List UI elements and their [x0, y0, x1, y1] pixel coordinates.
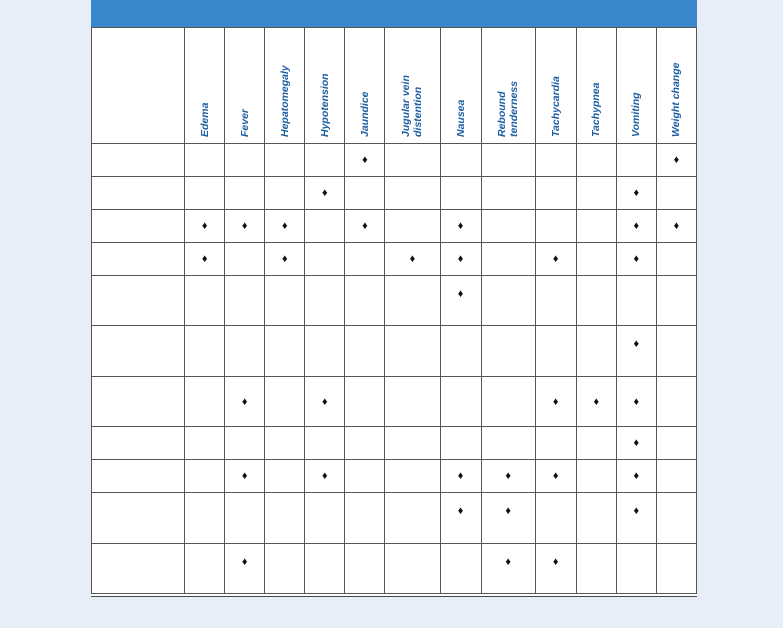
table-row — [92, 144, 697, 177]
column-header — [440, 28, 481, 144]
table-cell — [305, 210, 345, 243]
table-cell — [185, 276, 225, 326]
column-header — [265, 28, 305, 144]
table-cell — [225, 144, 265, 177]
table-cell — [225, 210, 265, 243]
diamond-marker-icon: ♦ — [362, 220, 368, 232]
table-cell — [345, 243, 385, 276]
table-cell — [576, 460, 616, 493]
row-label-cell — [92, 377, 185, 427]
diamond-marker-icon: ♦ — [633, 437, 640, 449]
diamond-marker-icon: ♦ — [633, 395, 640, 408]
diamond-marker-icon: ♦ — [457, 470, 464, 482]
symptom-table — [91, 27, 697, 594]
table-cell — [265, 377, 305, 427]
column-header — [185, 28, 225, 144]
table-cell — [185, 427, 225, 460]
diamond-marker-icon: ♦ — [505, 556, 511, 568]
table-cell — [535, 276, 576, 326]
table-cell — [440, 276, 481, 326]
table-cell — [345, 493, 385, 544]
table-cell — [535, 493, 576, 544]
table-row — [92, 493, 697, 544]
column-header — [345, 28, 385, 144]
table-cell — [535, 177, 576, 210]
diamond-marker-icon: ♦ — [457, 253, 464, 265]
table-cell — [656, 326, 696, 377]
table-cell — [265, 144, 305, 177]
table-cell — [481, 544, 535, 594]
column-header — [616, 28, 656, 144]
table-cell — [576, 276, 616, 326]
table-cell — [616, 276, 656, 326]
column-header-label: Weight change — [670, 62, 683, 137]
corner-cell — [92, 28, 185, 144]
table-cell — [656, 177, 696, 210]
table-cell — [305, 276, 345, 326]
table-cell — [185, 210, 225, 243]
row-label-cell — [92, 210, 185, 243]
table-cell — [385, 144, 440, 177]
table-cell — [345, 377, 385, 427]
table-cell — [656, 377, 696, 427]
column-header — [576, 28, 616, 144]
column-header-label: Hypotension — [318, 73, 331, 137]
table-cell — [265, 427, 305, 460]
diamond-marker-icon: ♦ — [322, 395, 328, 408]
table-cell — [185, 144, 225, 177]
table-cell — [385, 377, 440, 427]
table-cell — [535, 377, 576, 427]
column-header-label: Tachypnea — [590, 82, 603, 137]
table-cell — [440, 427, 481, 460]
table-cell — [385, 427, 440, 460]
diamond-marker-icon: ♦ — [552, 470, 559, 482]
table-cell — [616, 377, 656, 427]
table-cell — [481, 377, 535, 427]
column-header-label: Fever — [238, 108, 251, 137]
column-header-label: Hepatomegaly — [278, 65, 291, 137]
table-cell — [576, 493, 616, 544]
diamond-marker-icon: ♦ — [281, 220, 288, 232]
table-cell — [385, 326, 440, 377]
table-cell — [656, 144, 696, 177]
table-cell — [385, 544, 440, 594]
table-panel — [91, 0, 697, 597]
row-label-cell — [92, 144, 185, 177]
table-cell — [345, 276, 385, 326]
column-header-label: Rebound tenderness — [496, 80, 521, 137]
diamond-marker-icon: ♦ — [505, 505, 511, 517]
table-cell — [345, 427, 385, 460]
table-cell — [656, 427, 696, 460]
table-cell — [616, 243, 656, 276]
table-cell — [265, 493, 305, 544]
table-cell — [535, 544, 576, 594]
column-header-label: Jugular vein distention — [400, 75, 425, 137]
diamond-marker-icon: ♦ — [241, 470, 248, 482]
diamond-marker-icon: ♦ — [281, 253, 288, 265]
table-cell — [345, 460, 385, 493]
table-cell — [656, 276, 696, 326]
table-cell — [616, 144, 656, 177]
diamond-marker-icon: ♦ — [201, 253, 208, 265]
table-cell — [576, 326, 616, 377]
table-cell — [616, 460, 656, 493]
table-cell — [616, 210, 656, 243]
table-cell — [656, 210, 696, 243]
diamond-marker-icon: ♦ — [322, 470, 328, 482]
row-label-cell — [92, 177, 185, 210]
table-cell — [225, 544, 265, 594]
table-cell — [305, 144, 345, 177]
diamond-marker-icon: ♦ — [552, 556, 559, 568]
table-cell — [481, 276, 535, 326]
diamond-marker-icon: ♦ — [241, 556, 248, 568]
diamond-marker-icon: ♦ — [673, 220, 680, 232]
table-cell — [535, 144, 576, 177]
table-cell — [576, 243, 616, 276]
table-cell — [305, 544, 345, 594]
table-cell — [185, 326, 225, 377]
table-cell — [345, 326, 385, 377]
table-cell — [225, 243, 265, 276]
column-header-label: Nausea — [454, 99, 467, 137]
table-cell — [440, 210, 481, 243]
table-cell — [265, 276, 305, 326]
row-label-cell — [92, 276, 185, 326]
diamond-marker-icon: ♦ — [633, 253, 640, 265]
table-row — [92, 377, 697, 427]
table-cell — [305, 460, 345, 493]
table-cell — [535, 243, 576, 276]
table-cell — [185, 460, 225, 493]
column-header-label: Jaundice — [358, 91, 371, 137]
row-label-cell — [92, 326, 185, 377]
table-cell — [265, 243, 305, 276]
table-cell — [265, 326, 305, 377]
table-cell — [535, 427, 576, 460]
table-cell — [265, 177, 305, 210]
table-cell — [385, 493, 440, 544]
table-cell — [481, 326, 535, 377]
column-header-row — [92, 28, 697, 144]
diamond-marker-icon: ♦ — [552, 395, 559, 408]
table-cell — [185, 177, 225, 210]
table-cell — [535, 326, 576, 377]
table-cell — [535, 460, 576, 493]
column-header — [481, 28, 535, 144]
diamond-marker-icon: ♦ — [552, 253, 559, 265]
table-cell — [576, 210, 616, 243]
row-label-cell — [92, 427, 185, 460]
table-cell — [385, 243, 440, 276]
table-cell — [656, 460, 696, 493]
table-cell — [576, 144, 616, 177]
table-cell — [656, 544, 696, 594]
diamond-marker-icon: ♦ — [322, 187, 328, 199]
table-cell — [440, 177, 481, 210]
table-cell — [305, 177, 345, 210]
table-cell — [265, 544, 305, 594]
table-cell — [185, 243, 225, 276]
table-cell — [225, 276, 265, 326]
table-row — [92, 544, 697, 594]
diamond-marker-icon: ♦ — [241, 220, 248, 232]
table-cell — [305, 377, 345, 427]
table-row — [92, 460, 697, 493]
table-cell — [225, 460, 265, 493]
column-header-label: Vomiting — [630, 92, 643, 137]
table-cell — [616, 177, 656, 210]
table-cell — [225, 493, 265, 544]
table-cell — [305, 427, 345, 460]
column-header — [385, 28, 440, 144]
table-cell — [576, 377, 616, 427]
table-cell — [481, 493, 535, 544]
diamond-marker-icon: ♦ — [457, 220, 464, 232]
table-cell — [185, 377, 225, 427]
table-cell — [576, 544, 616, 594]
table-cell — [616, 326, 656, 377]
table-cell — [345, 177, 385, 210]
table-cell — [440, 493, 481, 544]
table-row — [92, 177, 697, 210]
diamond-marker-icon: ♦ — [457, 288, 464, 300]
table-cell — [345, 144, 385, 177]
column-header-label: Tachycardia — [549, 76, 562, 137]
table-cell — [481, 177, 535, 210]
table-cell — [440, 544, 481, 594]
table-cell — [535, 210, 576, 243]
table-cell — [345, 210, 385, 243]
table-cell — [616, 427, 656, 460]
table-cell — [225, 326, 265, 377]
table-cell — [481, 243, 535, 276]
table-cell — [385, 276, 440, 326]
table-cell — [185, 544, 225, 594]
table-cell — [440, 243, 481, 276]
table-row — [92, 326, 697, 377]
table-cell — [225, 177, 265, 210]
table-row — [92, 276, 697, 326]
table-row — [92, 243, 697, 276]
table-header-bar — [91, 0, 697, 28]
table-cell — [185, 493, 225, 544]
table-row — [92, 427, 697, 460]
column-header — [656, 28, 696, 144]
table-cell — [385, 460, 440, 493]
column-header-label: Edema — [198, 102, 211, 137]
row-label-cell — [92, 243, 185, 276]
diamond-marker-icon: ♦ — [409, 253, 416, 265]
column-header — [225, 28, 265, 144]
table-cell — [305, 326, 345, 377]
table-cell — [305, 493, 345, 544]
table-cell — [225, 427, 265, 460]
diamond-marker-icon: ♦ — [241, 395, 248, 408]
diamond-marker-icon: ♦ — [633, 220, 640, 232]
table-cell — [225, 377, 265, 427]
table-cell — [305, 243, 345, 276]
table-cell — [656, 493, 696, 544]
row-label-cell — [92, 544, 185, 594]
diamond-marker-icon: ♦ — [633, 338, 640, 350]
table-cell — [481, 460, 535, 493]
table-cell — [481, 210, 535, 243]
diamond-marker-icon: ♦ — [633, 187, 640, 199]
table-cell — [440, 460, 481, 493]
diamond-marker-icon: ♦ — [362, 154, 368, 166]
table-cell — [440, 377, 481, 427]
diamond-marker-icon: ♦ — [593, 395, 600, 408]
column-header — [305, 28, 345, 144]
row-label-cell — [92, 493, 185, 544]
table-cell — [345, 544, 385, 594]
table-cell — [265, 460, 305, 493]
table-cell — [576, 427, 616, 460]
diamond-marker-icon: ♦ — [673, 154, 680, 166]
diamond-marker-icon: ♦ — [505, 470, 511, 482]
table-cell — [616, 493, 656, 544]
table-cell — [576, 177, 616, 210]
table-cell — [385, 210, 440, 243]
table-cell — [656, 243, 696, 276]
column-header — [535, 28, 576, 144]
diamond-marker-icon: ♦ — [633, 505, 640, 517]
table-cell — [481, 144, 535, 177]
row-label-cell — [92, 460, 185, 493]
table-cell — [265, 210, 305, 243]
table-row — [92, 210, 697, 243]
table-cell — [385, 177, 440, 210]
table-cell — [440, 144, 481, 177]
table-cell — [616, 544, 656, 594]
diamond-marker-icon: ♦ — [633, 470, 640, 482]
table-cell — [481, 427, 535, 460]
diamond-marker-icon: ♦ — [201, 220, 208, 232]
diamond-marker-icon: ♦ — [457, 505, 464, 517]
table-cell — [440, 326, 481, 377]
